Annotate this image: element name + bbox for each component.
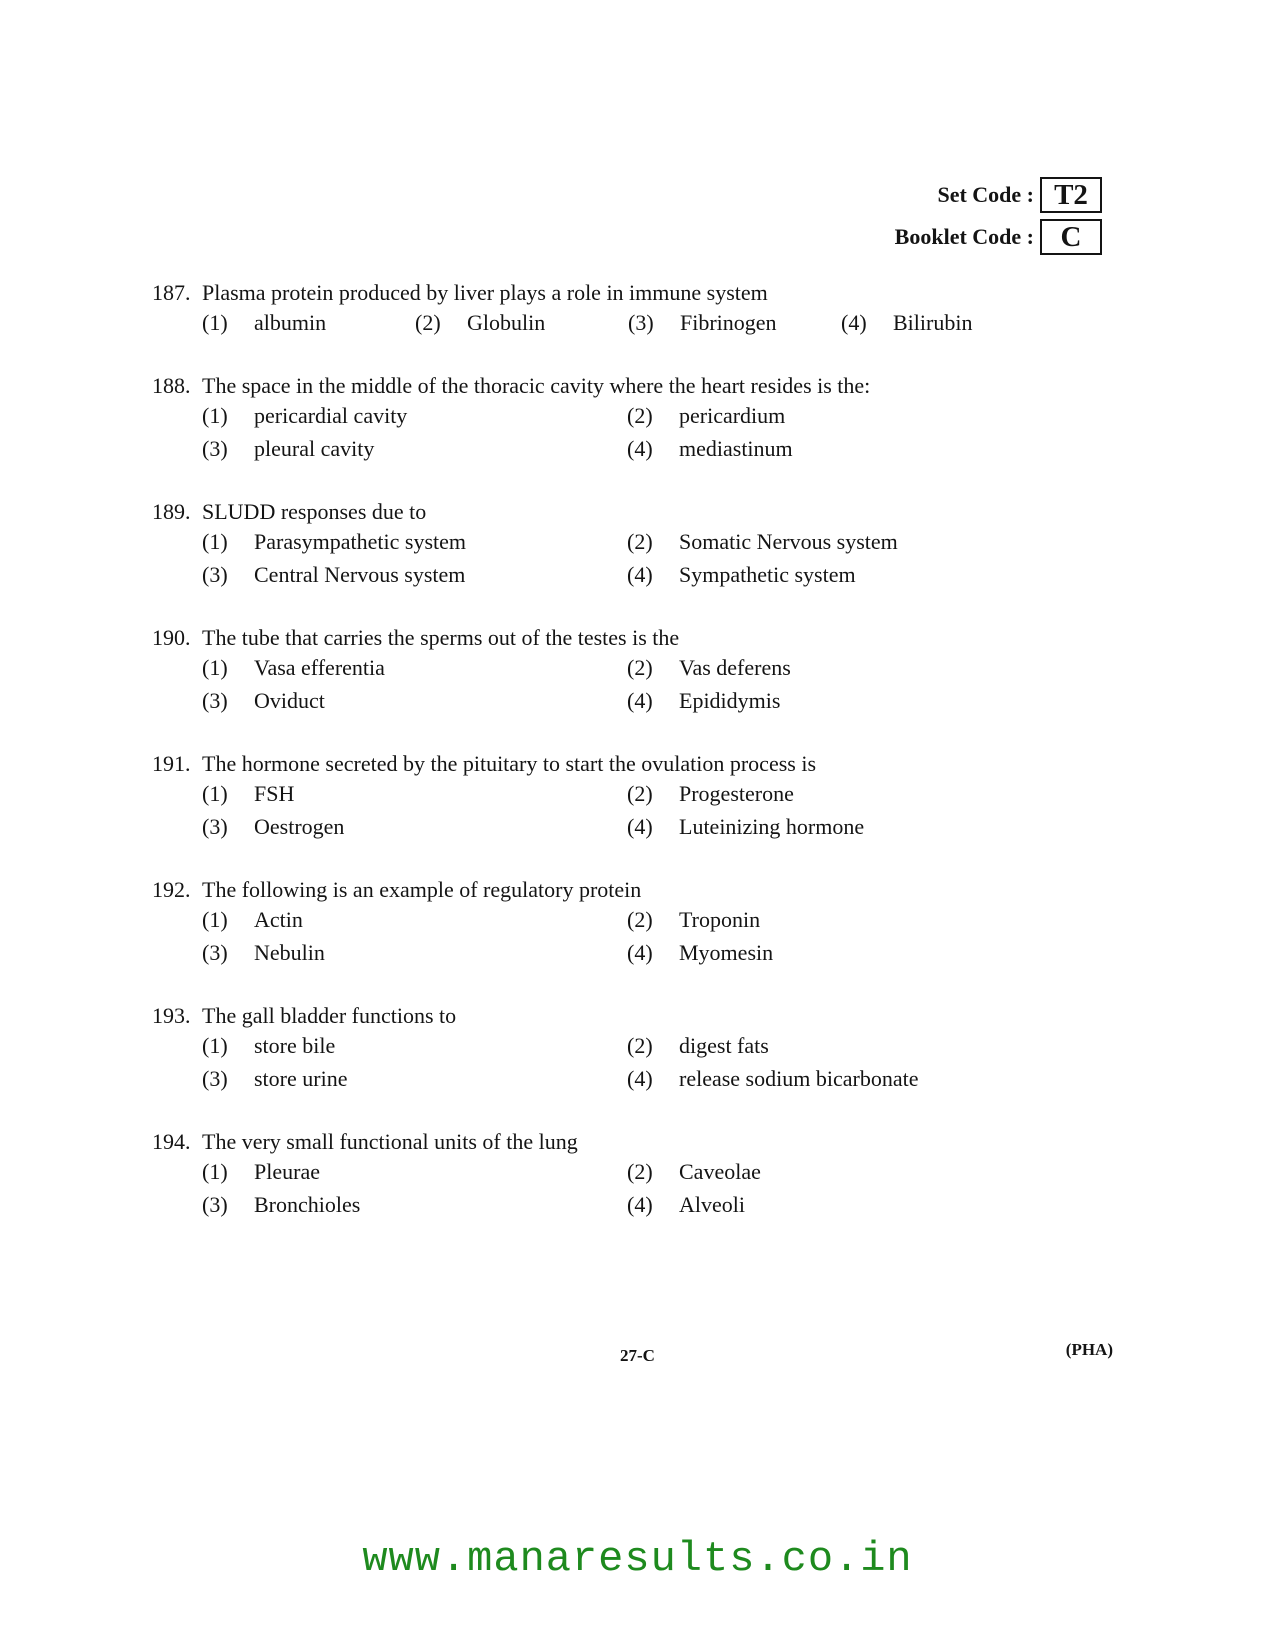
booklet-code-label: Booklet Code :: [894, 224, 1034, 249]
option-text: Globulin: [467, 310, 546, 335]
option-number: (4): [627, 688, 653, 713]
option-item: [202, 779, 627, 809]
option-number: (2): [627, 907, 653, 932]
booklet-code-row: [895, 218, 1102, 256]
option-number: (1): [202, 310, 228, 335]
option-item: [202, 653, 627, 683]
question-number: 189.: [152, 499, 191, 524]
options-grid: [152, 779, 1112, 842]
option-number: (2): [627, 403, 653, 428]
option-text: Oviduct: [254, 688, 325, 713]
option-item: [627, 560, 1052, 590]
options-grid: [152, 401, 1112, 464]
page-number: 27-C: [620, 1346, 655, 1365]
option-text: Caveolae: [679, 1159, 761, 1184]
options-grid: [152, 653, 1112, 716]
question-text: The very small functional units of the lung: [202, 1129, 578, 1154]
option-text: mediastinum: [679, 436, 793, 461]
question-text: The tube that carries the sperms out of the testes is the: [202, 625, 680, 650]
question-stem: [152, 875, 1112, 905]
option-number: (2): [627, 1159, 653, 1184]
option-number: (4): [627, 436, 653, 461]
option-text: Fibrinogen: [680, 310, 777, 335]
option-item: [202, 434, 627, 464]
option-text: Sympathetic system: [679, 562, 856, 587]
option-item: [415, 308, 628, 338]
option-number: (4): [627, 1066, 653, 1091]
option-item: [627, 779, 1052, 809]
question-item: [152, 497, 1112, 590]
option-text: Myomesin: [679, 940, 774, 965]
option-number: (4): [627, 940, 653, 965]
booklet-code-value: C: [1040, 219, 1102, 255]
question-stem: [152, 371, 1112, 401]
option-number: (3): [202, 562, 228, 587]
option-number: (3): [628, 310, 654, 335]
question-text: The hormone secreted by the pituitary to start the ovulation process is: [202, 751, 817, 776]
question-text: Plasma protein produced by liver plays a role in immune system: [202, 280, 768, 305]
options-grid: [152, 1157, 1112, 1220]
option-item: [202, 938, 627, 968]
option-text: Bilirubin: [893, 310, 973, 335]
option-text: Vas deferens: [679, 655, 791, 680]
option-text: Oestrogen: [254, 814, 345, 839]
set-code-row: [895, 176, 1102, 214]
option-text: Somatic Nervous system: [679, 529, 898, 554]
option-item: [627, 938, 1052, 968]
option-number: (2): [415, 310, 441, 335]
question-item: [152, 875, 1112, 968]
question-item: [152, 623, 1112, 716]
question-item: [152, 1127, 1112, 1220]
option-item: [202, 905, 627, 935]
question-text: SLUDD responses due to: [202, 499, 427, 524]
question-number: 190.: [152, 625, 191, 650]
question-stem: [152, 623, 1112, 653]
option-item: [627, 905, 1052, 935]
option-number: (3): [202, 940, 228, 965]
option-item: [202, 1157, 627, 1187]
option-number: (3): [202, 1192, 228, 1217]
question-text: The gall bladder functions to: [202, 1003, 457, 1028]
option-item: [627, 1064, 1052, 1094]
option-number: (1): [202, 1159, 228, 1184]
option-text: pericardium: [679, 403, 786, 428]
question-number: 191.: [152, 751, 191, 776]
question-number: 187.: [152, 280, 191, 305]
option-item: [627, 401, 1052, 431]
option-text: pleural cavity: [254, 436, 375, 461]
option-item: [628, 308, 841, 338]
option-text: Troponin: [679, 907, 761, 932]
option-number: (1): [202, 529, 228, 554]
option-number: (2): [627, 1033, 653, 1058]
option-number: (2): [627, 529, 653, 554]
option-number: (1): [202, 907, 228, 932]
option-number: (4): [627, 814, 653, 839]
option-text: Actin: [254, 907, 303, 932]
question-stem: [152, 1001, 1112, 1031]
set-code-label: Set Code :: [937, 182, 1034, 207]
option-number: (2): [627, 655, 653, 680]
option-item: [627, 653, 1052, 683]
option-text: Luteinizing hormone: [679, 814, 865, 839]
question-stem: [152, 1127, 1112, 1157]
option-text: store bile: [254, 1033, 336, 1058]
option-number: (1): [202, 403, 228, 428]
option-number: (3): [202, 1066, 228, 1091]
option-item: [202, 1190, 627, 1220]
option-item: [627, 434, 1052, 464]
option-item: [627, 1190, 1052, 1220]
option-item: [627, 1157, 1052, 1187]
option-text: Pleurae: [254, 1159, 320, 1184]
question-stem: [152, 278, 1112, 308]
question-number: 188.: [152, 373, 191, 398]
option-text: pericardial cavity: [254, 403, 408, 428]
question-item: [152, 749, 1112, 842]
options-grid: [152, 905, 1112, 968]
option-number: (3): [202, 814, 228, 839]
option-text: store urine: [254, 1066, 348, 1091]
option-text: FSH: [254, 781, 295, 806]
option-item: [202, 1064, 627, 1094]
options-grid: [152, 308, 1112, 338]
option-text: Alveoli: [679, 1192, 745, 1217]
option-item: [202, 527, 627, 557]
question-stem: [152, 497, 1112, 527]
option-item: [202, 812, 627, 842]
option-text: Nebulin: [254, 940, 325, 965]
option-number: (1): [202, 1033, 228, 1058]
booklet-codes: [895, 176, 1102, 260]
question-number: 192.: [152, 877, 191, 902]
option-text: Central Nervous system: [254, 562, 466, 587]
option-number: (2): [627, 781, 653, 806]
option-text: Epididymis: [679, 688, 781, 713]
option-number: (1): [202, 781, 228, 806]
option-item: [202, 401, 627, 431]
options-grid: [152, 527, 1112, 590]
option-item: [627, 527, 1052, 557]
option-item: [627, 812, 1052, 842]
option-number: (1): [202, 655, 228, 680]
option-item: [202, 560, 627, 590]
option-number: (4): [627, 1192, 653, 1217]
subject-code: (PHA): [1065, 1340, 1113, 1359]
option-item: [627, 1031, 1052, 1061]
website-watermark: www.manaresults.co.in: [362, 1535, 913, 1583]
option-number: (3): [202, 688, 228, 713]
question-list: [152, 278, 1112, 1253]
option-number: (4): [841, 310, 867, 335]
option-item: [627, 686, 1052, 716]
question-item: [152, 371, 1112, 464]
option-item: [841, 308, 1054, 338]
question-text: The following is an example of regulatory protein: [202, 877, 642, 902]
option-number: (4): [627, 562, 653, 587]
set-code-value: T2: [1040, 177, 1102, 213]
option-text: Vasa efferentia: [254, 655, 385, 680]
question-number: 193.: [152, 1003, 191, 1028]
option-item: [202, 686, 627, 716]
option-text: digest fats: [679, 1033, 769, 1058]
options-grid: [152, 1031, 1112, 1094]
question-item: [152, 278, 1112, 338]
question-number: 194.: [152, 1129, 191, 1154]
option-number: (3): [202, 436, 228, 461]
option-item: [202, 308, 415, 338]
option-text: Parasympathetic system: [254, 529, 467, 554]
question-item: [152, 1001, 1112, 1094]
option-text: albumin: [254, 310, 327, 335]
option-text: Progesterone: [679, 781, 794, 806]
question-stem: [152, 749, 1112, 779]
option-text: Bronchioles: [254, 1192, 361, 1217]
option-item: [202, 1031, 627, 1061]
question-text: The space in the middle of the thoracic cavity where the heart resides is the:: [202, 373, 871, 398]
option-text: release sodium bicarbonate: [679, 1066, 919, 1091]
